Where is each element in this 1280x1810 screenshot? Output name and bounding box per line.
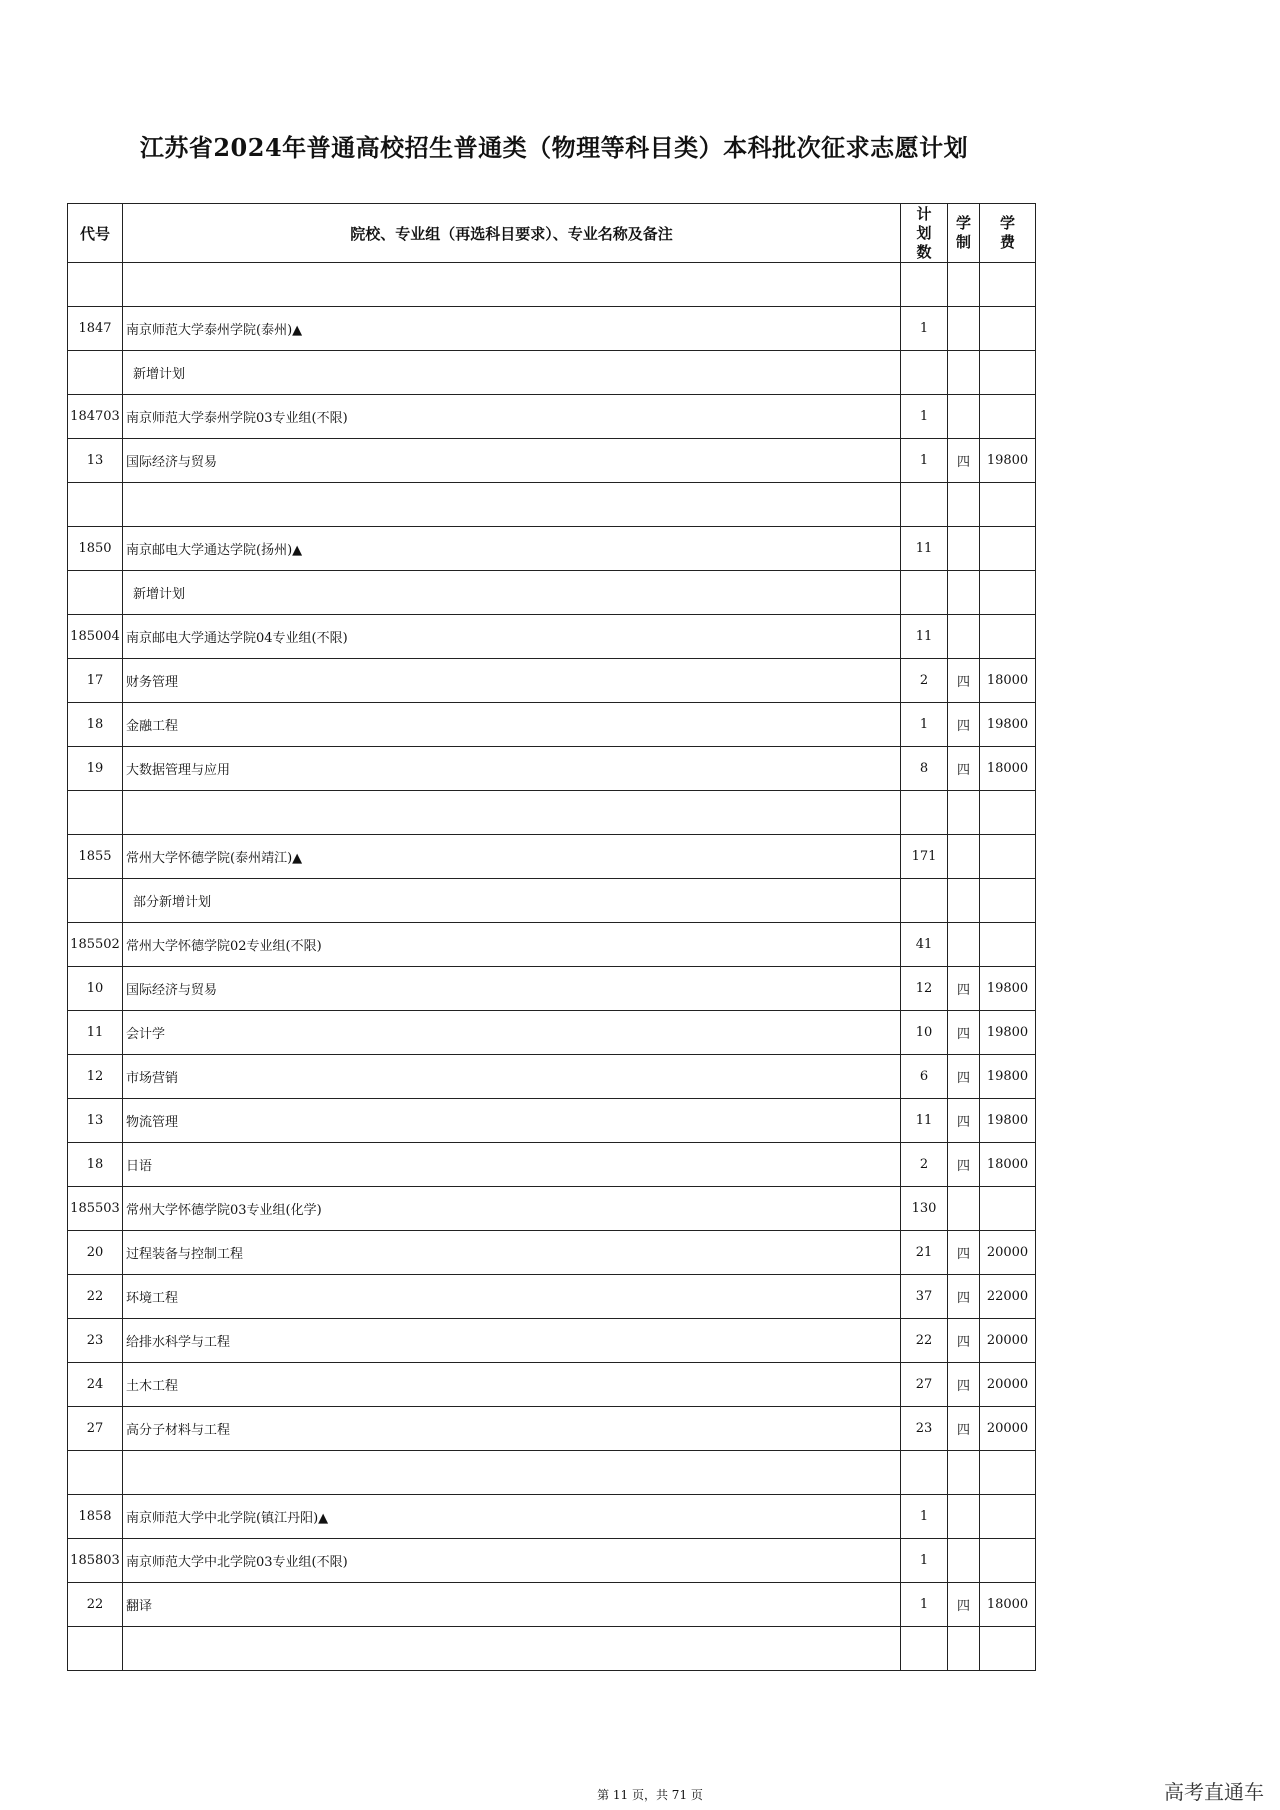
- cell-duration: [948, 835, 980, 879]
- cell-code: [68, 791, 123, 835]
- cell-fee: 20000: [980, 1363, 1036, 1407]
- table-row: [68, 395, 1036, 439]
- cell-name: 新增计划: [123, 571, 901, 615]
- cell-fee: [980, 395, 1036, 439]
- cell-code: 19: [68, 747, 123, 791]
- table-row: [68, 1583, 1036, 1627]
- cell-fee: [980, 615, 1036, 659]
- cell-fee: [980, 791, 1036, 835]
- cell-plan: 12: [901, 967, 948, 1011]
- cell-name: [123, 1451, 901, 1495]
- cell-fee: [980, 1627, 1036, 1671]
- header-fee-text: 学 费: [999, 214, 1015, 251]
- cell-duration: [948, 1539, 980, 1583]
- cell-duration: [948, 615, 980, 659]
- cell-code: 23: [68, 1319, 123, 1363]
- cell-code: [68, 1627, 123, 1671]
- cell-plan: 1: [901, 439, 948, 483]
- cell-fee: [980, 527, 1036, 571]
- table-row: [68, 1099, 1036, 1143]
- table-row: [68, 879, 1036, 923]
- table-row: [68, 967, 1036, 1011]
- cell-code: 185502: [68, 923, 123, 967]
- cell-duration: 四: [948, 967, 980, 1011]
- cell-name: 部分新增计划: [123, 879, 901, 923]
- cell-duration: 四: [948, 1143, 980, 1187]
- cell-name: 常州大学怀德学院03专业组(化学): [123, 1187, 901, 1231]
- cell-name: 财务管理: [123, 659, 901, 703]
- cell-duration: [948, 923, 980, 967]
- plan-table-body: [68, 263, 1036, 1671]
- header-name: 院校、专业组（再选科目要求）、专业名称及备注: [123, 204, 901, 263]
- cell-name: [123, 263, 901, 307]
- table-row: [68, 615, 1036, 659]
- cell-plan: [901, 1627, 948, 1671]
- page-number: 第 11 页，共 71 页: [597, 1788, 703, 1802]
- table-header-row: [68, 204, 1036, 263]
- header-duration: [948, 204, 980, 263]
- cell-plan: 11: [901, 615, 948, 659]
- cell-fee: [980, 1539, 1036, 1583]
- cell-duration: [948, 571, 980, 615]
- cell-code: 185503: [68, 1187, 123, 1231]
- cell-code: 184703: [68, 395, 123, 439]
- cell-fee: 19800: [980, 967, 1036, 1011]
- cell-plan: 130: [901, 1187, 948, 1231]
- cell-fee: 19800: [980, 1099, 1036, 1143]
- table-row: [68, 263, 1036, 307]
- cell-name: 国际经济与贸易: [123, 439, 901, 483]
- table-row: [68, 923, 1036, 967]
- cell-fee: 20000: [980, 1319, 1036, 1363]
- cell-name: 土木工程: [123, 1363, 901, 1407]
- cell-name: [123, 483, 901, 527]
- cell-fee: 18000: [980, 1143, 1036, 1187]
- cell-plan: 41: [901, 923, 948, 967]
- cell-code: 22: [68, 1583, 123, 1627]
- cell-plan: [901, 1451, 948, 1495]
- cell-fee: 19800: [980, 439, 1036, 483]
- cell-fee: [980, 1451, 1036, 1495]
- cell-duration: 四: [948, 1099, 980, 1143]
- cell-plan: [901, 791, 948, 835]
- cell-fee: [980, 307, 1036, 351]
- header-code: 代号: [68, 204, 123, 263]
- cell-duration: 四: [948, 1583, 980, 1627]
- cell-duration: [948, 791, 980, 835]
- cell-name: 物流管理: [123, 1099, 901, 1143]
- cell-plan: 1: [901, 307, 948, 351]
- table-row: [68, 1011, 1036, 1055]
- cell-duration: [948, 263, 980, 307]
- cell-plan: 1: [901, 703, 948, 747]
- cell-code: 24: [68, 1363, 123, 1407]
- table-row: [68, 351, 1036, 395]
- table-row: [68, 703, 1036, 747]
- cell-code: 17: [68, 659, 123, 703]
- cell-duration: [948, 351, 980, 395]
- cell-code: 1855: [68, 835, 123, 879]
- cell-name: 南京师范大学泰州学院03专业组(不限): [123, 395, 901, 439]
- cell-name: 环境工程: [123, 1275, 901, 1319]
- cell-duration: [948, 527, 980, 571]
- cell-duration: 四: [948, 747, 980, 791]
- cell-code: 1850: [68, 527, 123, 571]
- cell-fee: [980, 879, 1036, 923]
- page-title: 江苏省2024年普通高校招生普通类（物理等科目类）本科批次征求志愿计划: [139, 133, 969, 162]
- cell-plan: 1: [901, 1583, 948, 1627]
- table-row: [68, 307, 1036, 351]
- cell-duration: 四: [948, 703, 980, 747]
- table-row: [68, 659, 1036, 703]
- cell-fee: 20000: [980, 1231, 1036, 1275]
- cell-code: [68, 571, 123, 615]
- cell-duration: [948, 1495, 980, 1539]
- table-row: [68, 747, 1036, 791]
- cell-duration: [948, 879, 980, 923]
- cell-plan: 1: [901, 1539, 948, 1583]
- cell-duration: 四: [948, 659, 980, 703]
- cell-plan: 10: [901, 1011, 948, 1055]
- cell-fee: 18000: [980, 747, 1036, 791]
- cell-name: [123, 791, 901, 835]
- cell-fee: [980, 835, 1036, 879]
- cell-fee: [980, 1187, 1036, 1231]
- cell-duration: 四: [948, 1011, 980, 1055]
- cell-plan: 1: [901, 395, 948, 439]
- cell-fee: [980, 483, 1036, 527]
- cell-plan: 11: [901, 527, 948, 571]
- table-row: [68, 1055, 1036, 1099]
- cell-name: 常州大学怀德学院(泰州靖江)▲: [123, 835, 901, 879]
- cell-code: 18: [68, 1143, 123, 1187]
- cell-code: [68, 263, 123, 307]
- cell-name: 南京师范大学中北学院03专业组(不限): [123, 1539, 901, 1583]
- cell-fee: [980, 923, 1036, 967]
- cell-name: 南京师范大学泰州学院(泰州)▲: [123, 307, 901, 351]
- cell-name: 大数据管理与应用: [123, 747, 901, 791]
- cell-code: 185004: [68, 615, 123, 659]
- cell-duration: 四: [948, 1319, 980, 1363]
- cell-name: 南京邮电大学通达学院04专业组(不限): [123, 615, 901, 659]
- cell-plan: 22: [901, 1319, 948, 1363]
- cell-code: 13: [68, 1099, 123, 1143]
- plan-table: [67, 203, 1036, 1671]
- cell-code: 12: [68, 1055, 123, 1099]
- cell-plan: [901, 483, 948, 527]
- cell-plan: 171: [901, 835, 948, 879]
- cell-fee: [980, 351, 1036, 395]
- cell-plan: 6: [901, 1055, 948, 1099]
- cell-plan: [901, 351, 948, 395]
- table-row: [68, 791, 1036, 835]
- cell-plan: 2: [901, 1143, 948, 1187]
- cell-code: 20: [68, 1231, 123, 1275]
- cell-fee: 18000: [980, 1583, 1036, 1627]
- table-row: [68, 1627, 1036, 1671]
- cell-duration: [948, 1187, 980, 1231]
- cell-code: [68, 1451, 123, 1495]
- cell-plan: [901, 263, 948, 307]
- cell-code: 11: [68, 1011, 123, 1055]
- cell-code: [68, 879, 123, 923]
- cell-code: 1858: [68, 1495, 123, 1539]
- cell-fee: 20000: [980, 1407, 1036, 1451]
- header-plan-text: 计 划 数: [916, 204, 932, 261]
- cell-name: 过程装备与控制工程: [123, 1231, 901, 1275]
- cell-duration: [948, 307, 980, 351]
- table-row: [68, 571, 1036, 615]
- cell-duration: [948, 1627, 980, 1671]
- cell-code: 18: [68, 703, 123, 747]
- cell-fee: 19800: [980, 1011, 1036, 1055]
- header-duration-text: 学 制: [955, 214, 971, 251]
- cell-code: 1847: [68, 307, 123, 351]
- cell-duration: [948, 395, 980, 439]
- cell-name: 会计学: [123, 1011, 901, 1055]
- cell-name: 市场营销: [123, 1055, 901, 1099]
- cell-fee: [980, 263, 1036, 307]
- cell-name: 南京邮电大学通达学院(扬州)▲: [123, 527, 901, 571]
- table-row: [68, 1187, 1036, 1231]
- table-row: [68, 1495, 1036, 1539]
- table-row: [68, 1143, 1036, 1187]
- cell-name: 高分子材料与工程: [123, 1407, 901, 1451]
- cell-fee: [980, 1495, 1036, 1539]
- cell-name: 南京师范大学中北学院(镇江丹阳)▲: [123, 1495, 901, 1539]
- table-row: [68, 1231, 1036, 1275]
- cell-plan: 27: [901, 1363, 948, 1407]
- table-row: [68, 1451, 1036, 1495]
- table-row: [68, 483, 1036, 527]
- cell-name: 给排水科学与工程: [123, 1319, 901, 1363]
- cell-code: 27: [68, 1407, 123, 1451]
- cell-plan: [901, 879, 948, 923]
- cell-duration: 四: [948, 1363, 980, 1407]
- cell-fee: 19800: [980, 703, 1036, 747]
- cell-name: 常州大学怀德学院02专业组(不限): [123, 923, 901, 967]
- cell-name: 翻译: [123, 1583, 901, 1627]
- cell-name: 日语: [123, 1143, 901, 1187]
- cell-name: 新增计划: [123, 351, 901, 395]
- cell-code: 185803: [68, 1539, 123, 1583]
- cell-plan: 2: [901, 659, 948, 703]
- cell-code: [68, 483, 123, 527]
- table-row: [68, 1407, 1036, 1451]
- header-plan: [901, 204, 948, 263]
- cell-duration: 四: [948, 1407, 980, 1451]
- table-row: [68, 439, 1036, 483]
- cell-plan: 1: [901, 1495, 948, 1539]
- cell-plan: 11: [901, 1099, 948, 1143]
- cell-duration: 四: [948, 1055, 980, 1099]
- cell-code: [68, 351, 123, 395]
- watermark: 高考直通车: [1164, 1780, 1264, 1804]
- table-row: [68, 1275, 1036, 1319]
- table-row: [68, 1319, 1036, 1363]
- cell-plan: 23: [901, 1407, 948, 1451]
- cell-fee: [980, 571, 1036, 615]
- cell-code: 13: [68, 439, 123, 483]
- table-row: [68, 527, 1036, 571]
- table-row: [68, 1539, 1036, 1583]
- cell-fee: 18000: [980, 659, 1036, 703]
- header-fee: [980, 204, 1036, 263]
- cell-plan: [901, 571, 948, 615]
- cell-fee: 22000: [980, 1275, 1036, 1319]
- cell-plan: 8: [901, 747, 948, 791]
- cell-name: 金融工程: [123, 703, 901, 747]
- cell-name: [123, 1627, 901, 1671]
- cell-duration: [948, 1451, 980, 1495]
- table-row: [68, 1363, 1036, 1407]
- cell-plan: 21: [901, 1231, 948, 1275]
- table-row: [68, 835, 1036, 879]
- cell-duration: 四: [948, 1275, 980, 1319]
- cell-name: 国际经济与贸易: [123, 967, 901, 1011]
- cell-fee: 19800: [980, 1055, 1036, 1099]
- cell-code: 10: [68, 967, 123, 1011]
- cell-code: 22: [68, 1275, 123, 1319]
- cell-duration: 四: [948, 1231, 980, 1275]
- cell-plan: 37: [901, 1275, 948, 1319]
- cell-duration: [948, 483, 980, 527]
- cell-duration: 四: [948, 439, 980, 483]
